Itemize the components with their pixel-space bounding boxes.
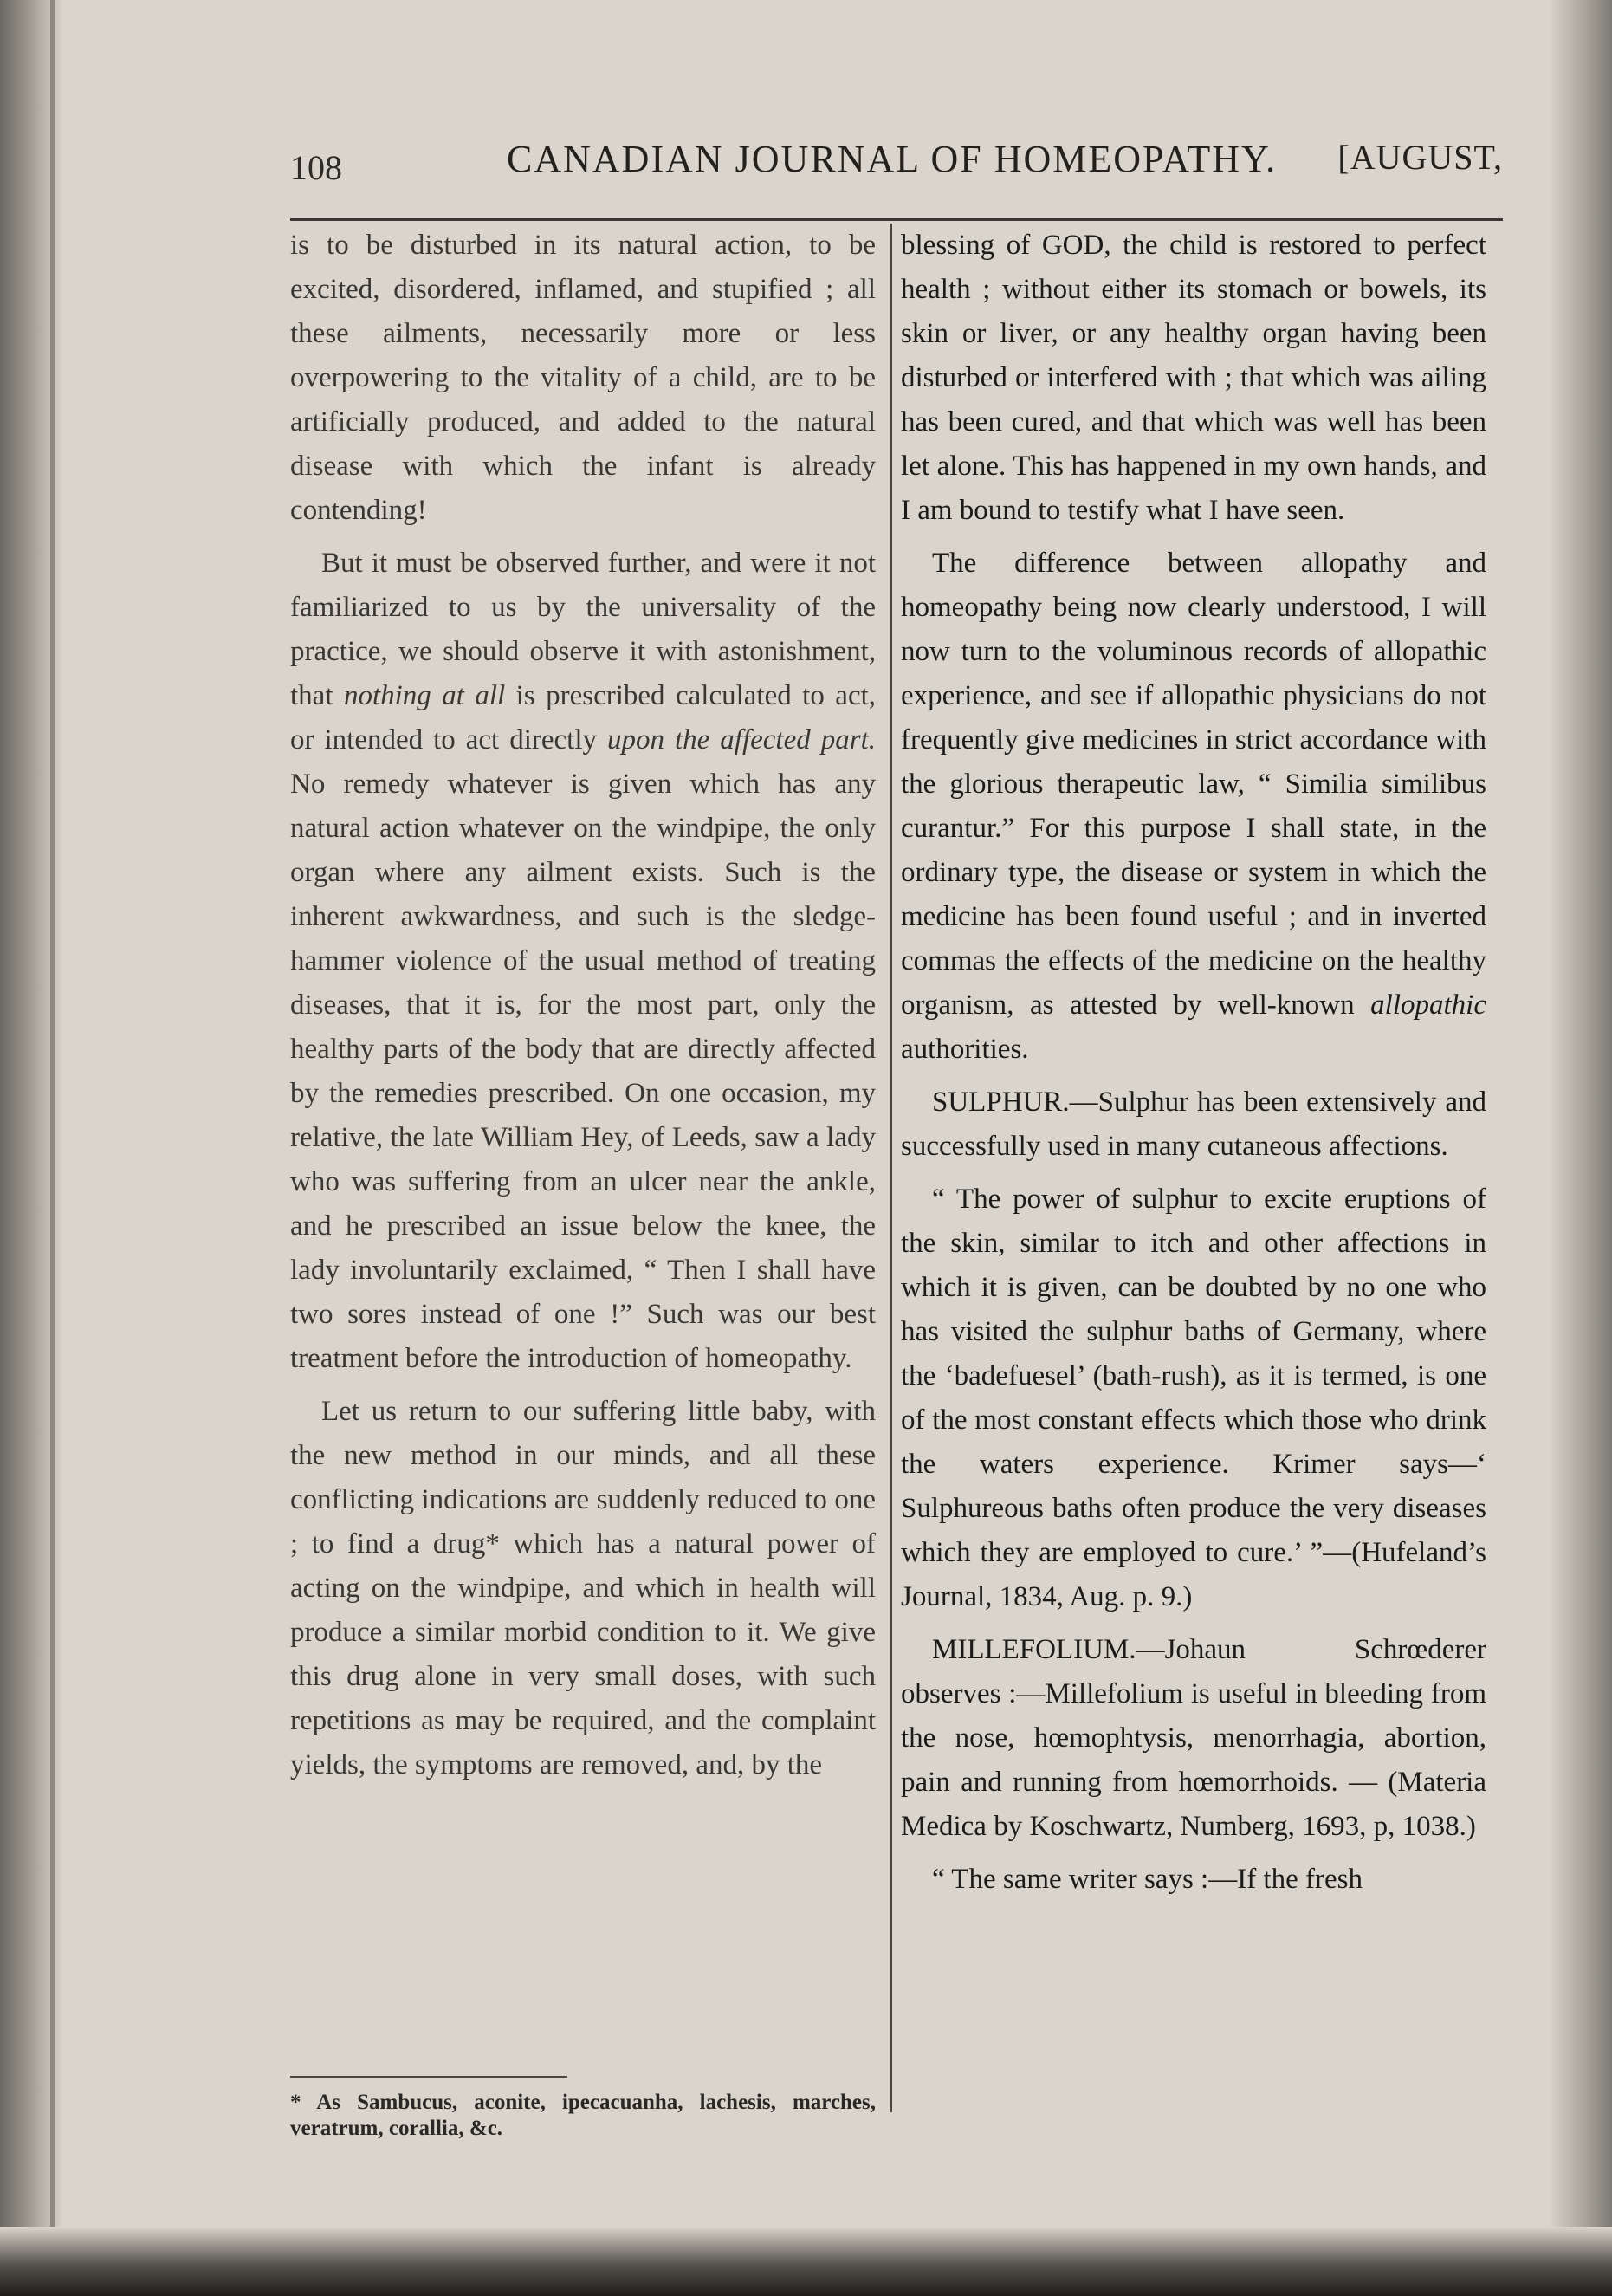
left-paragraph-2-text-a: But it must be observed further, and were it not familiarized to us by the universality of the practice, we should observe it with astonishment, that [290, 548, 876, 711]
millefolium-entry [901, 1628, 1486, 1849]
right-paragraph-2-text: The difference between allopathy and homeopathy being now clearly understood, I will now turn to the voluminous records of allopathic experience, and see if allopathic physicians do not frequently give medicines in strict accordance with the glorious therapeutic law, “ Similia similibus curantur.” For this purpose I shall state, in the ordinary type, the disease or system in which the medicine has been found useful ; and in inverted commas the effects of the medicine on the healthy organism, as attested by well-known [901, 548, 1486, 1021]
book-gutter-line [50, 0, 55, 2296]
sulphur-heading: SULPHUR. [932, 1086, 1070, 1118]
footnote: * As Sambucus, aconite, ipecacuanha, lachesis, marches, veratrum, corallia, &c. [290, 2091, 876, 2140]
left-paragraph-2-text-c: No remedy whatever is given which has any natural action whatever on the windpipe, the only organ where any ailment exists. Such is the inherent awkwardness, and such is the sledge-hammer violence of the usual method of treating diseases, that it is, for the most part, only the healthy parts of the body that are directly affected by the remedies prescribed. On one occasion, my relative, the late William Hey, of Leeds, saw a lady who was suffering from an ulcer near the ankle, and he prescribed an issue below the knee, the lady involuntarily exclaimed, “ Then I shall have two sores instead of one !” Such was our best treatment before the introduction of homeopathy. [290, 769, 876, 1374]
sulphur-text: —Sulphur has been extensively and successfully used in many cutaneous affections. [901, 1086, 1486, 1162]
page-right-edge-shadow [1551, 0, 1612, 2296]
right-paragraph-1: blessing of GOD, the child is restored to perfect health ; without either its stomach or bowels, its skin or liver, or any healthy organ having been disturbed or interfered with ; that which was ailing has been cured, and that which was well has been let alone. This has happened in my own hands, and I am bound to testify what I have seen. [901, 230, 1486, 526]
right-paragraph-2-end: authorities. [901, 1034, 1029, 1065]
millefolium-heading: MILLEFOLIUM. [932, 1634, 1136, 1665]
left-paragraph-2-text-b: is prescribed calculated to act, or intended to act directly [290, 680, 877, 756]
running-title: CANADIAN JOURNAL OF HOMEOPATHY. [507, 138, 1278, 180]
left-paragraph-2-emphasis-1: nothing at all [343, 680, 506, 711]
left-column [290, 224, 876, 1796]
left-paragraph-2 [290, 542, 876, 1381]
header-rule [290, 218, 1503, 221]
page-bottom-edge-shadow [0, 2227, 1612, 2296]
right-paragraph-2-emphasis: allopathic [1370, 989, 1486, 1021]
left-paragraph-1: is to be disturbed in its natural action, to be excited, disordered, inflamed, and stupified ; all these ailments, necessarily more or less overpowering to the vitality of a child, are to be artificially produced, and added to the natural disease with which the infant is already contending! [290, 230, 876, 526]
sulphur-entry [901, 1080, 1486, 1169]
running-section: [AUGUST, [1337, 138, 1503, 177]
footnote-rule [290, 2076, 567, 2078]
page-header [290, 130, 1503, 208]
millefolium-text: —Johaun Schrœderer observes :—Millefolium is useful in bleeding from the nose, hœmophtysis, menorrhagia, abortion, pain and running from hœmorrhoids. — (Materia Medica by Koschwartz, Numberg, 1693, p, 1038.) [901, 1634, 1486, 1842]
sulphur-quote: “ The power of sulphur to excite eruptions of the skin, similar to itch and other affections in which it is given, can be doubted by no one who has visited the sulphur baths of Germany, where the ‘badefuesel’ (bath-rush), as it is termed, is one of the most constant effects which those who drink the waters experience. Krimer says—‘ Sulphureous baths often produce the very diseases which they are employed to cure.’ ”—(Hufeland’s Journal, 1834, Aug. p. 9.) [901, 1184, 1486, 1612]
millefolium-quote-start: “ The same writer says :—If the fresh [932, 1864, 1363, 1895]
right-paragraph-2 [901, 542, 1486, 1072]
left-paragraph-2-emphasis-2: upon the affected part. [607, 724, 876, 756]
right-column [901, 224, 1486, 1910]
page-number: 108 [290, 148, 342, 187]
left-paragraph-3: Let us return to our suffering little baby, with the new method in our minds, and all these conflicting indications are suddenly reduced to one ; to find a drug* which has a natural power of acting on the windpipe, and which in health will produce a similar morbid condition to it. We give this drug alone in very small doses, with such repetitions as may be required, and the complaint yields, the symptoms are removed, and, by the [290, 1396, 876, 1780]
column-divider [890, 224, 892, 2112]
